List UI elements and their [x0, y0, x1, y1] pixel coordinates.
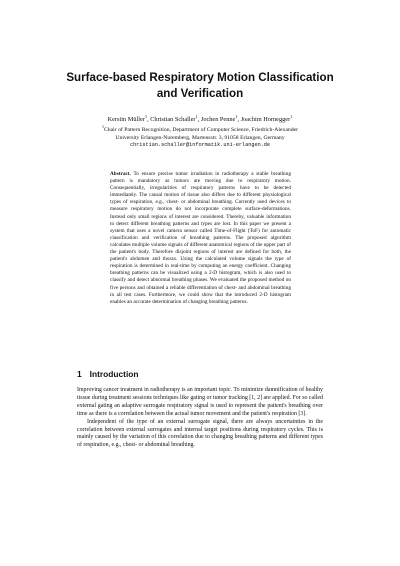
author-list: Kerstin Müller$^1$, Christian Schaller$^1$, Jochen Penne$^1$, Joachim Hornegger$^1$	[107, 113, 293, 123]
author-affiliation-marker: 1	[290, 113, 293, 119]
abstract-label: Abstract.	[110, 171, 131, 177]
section-number: 1	[77, 369, 82, 379]
author-affiliation-marker: 1	[144, 113, 148, 119]
body-paragraph: Improving cancer treatment in radiotherapy is an important topic. To minimize damnification of healthy tissue during treatment sessions techniques like gating or tumor tracking [1, 2] are applied. For so called external gating an adaptive surrogate respiratory signal is used to represent the patient's breathing over time as there is a correlation between the actual tumor movement and the patient's respiration [3].	[77, 387, 323, 417]
abstract-text: To ensure precise tumor irradiation in radiotherapy a stable breathing pattern is mandatory as tumors are moving due to respiratory motion. Consequentially, irregularities of respiratory patterns have to be detected immediately. The causal motion of tissue also differs due to different physiological types of respiration, e.g., chest- or abdominal breathing. Currently used devices to measure respiratory motion do not incorporate complete surface-deformations. Instead only small regions of interest are considered. Thereby, valuable information to detect different breathing patterns and types are lost. In this paper we present a system that uses a novel camera sensor called Time-of-Flight (ToF) for automatic classification and verification of breathing patterns. The proposed algorithm calculates multiple volume signals of different anatomical regions of the upper part of the patient's body. Therefore disjoint regions of interest are defined for both, the patient's abdomen and thorax. Using the calculated volume signals the type of respiration is determined in real-time by computing an energy coefficient. Changing breathing patterns can be visualized using a 2-D histogram, which is also used to classify and detect abnormal breathing phases. We evaluated the proposed method on five persons and obtained a reliable differentiation of chest- and abdominal breathing in all test cases. Furthermore, we could show that the introduced 2-D histogram enables an accurate determination of changing breathing patterns.	[110, 171, 291, 305]
affiliation-marker: 1	[102, 124, 105, 130]
author-name: Kerstin Müller	[107, 116, 145, 123]
section-body	[77, 387, 323, 450]
author-affiliation-marker: 1	[235, 113, 238, 119]
author-name: Christian Schaller	[150, 116, 196, 123]
author-affiliation-marker: 1	[195, 113, 198, 119]
affiliation-block	[65, 124, 335, 150]
abstract	[110, 171, 291, 306]
section-title: Introduction	[89, 369, 139, 379]
author-name: Jochen Penne	[200, 116, 236, 123]
affiliation-line-2: University Erlangen-Nuremberg, Martensstr. 3, 91058 Erlangen, Germany	[115, 134, 285, 141]
paper-title: Surface-based Respiratory Motion Classification and Verification	[66, 71, 334, 100]
affiliation-line	[65, 124, 335, 135]
body-paragraph: Independent of the type of an external surrogate signal, there are always uncertainties in the correlation between external surrogates and internal target positions during respiratory cycles. This is mainly caused by the variation of this correlation due to changing breathing patterns and different types of respiration, e.g., chest- or abdominal breathing.	[77, 418, 323, 449]
contact-email: christian.schaller@informatik.uni-erlangen.de	[129, 142, 271, 149]
affiliation-line-1: Chair of Pattern Recognition, Department of Computer Science, Friedrich-Alexander	[104, 127, 298, 133]
section-heading	[77, 369, 139, 380]
author-name: Joachim Hornegger	[240, 116, 291, 123]
